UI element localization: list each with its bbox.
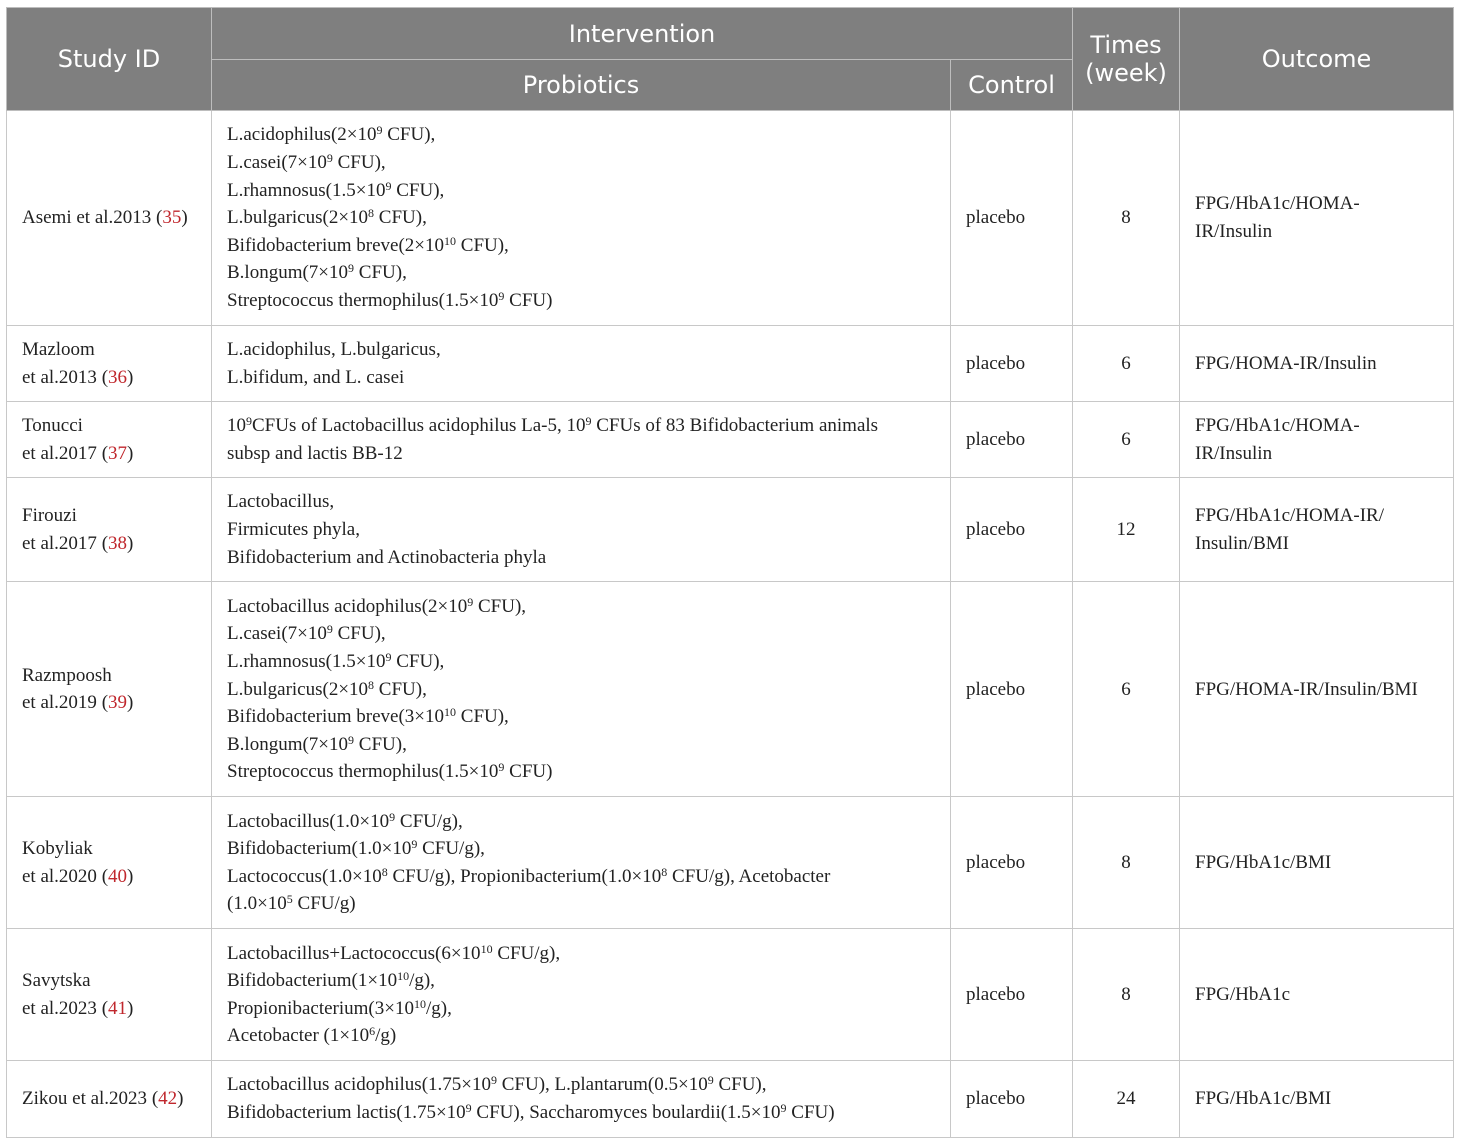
outcome-cell [1180, 929, 1454, 1061]
outcome-text: FPG/HbA1c/BMI [1195, 1088, 1332, 1110]
header-intervention: Intervention [212, 8, 1073, 60]
study-id-text: Firouzi [22, 505, 77, 527]
header-times-line1: Times [1090, 31, 1162, 59]
control-cell: placebo [951, 326, 1073, 402]
outcome-cell [1180, 797, 1454, 929]
table-row [7, 111, 1454, 326]
reference-link[interactable]: 36 [108, 366, 128, 388]
table-row [7, 326, 1454, 402]
study-id-cell: Mazloom et al.2013 (36) [7, 326, 212, 402]
outcome-cell [1180, 402, 1454, 478]
table-row [7, 929, 1454, 1061]
control-cell: placebo [951, 478, 1073, 582]
study-id-text: Savytska [22, 970, 91, 992]
study-id-text: et al.2019 [22, 692, 102, 714]
weeks-cell: 6 [1073, 326, 1180, 402]
study-id-text: Tonucci [22, 415, 83, 437]
probiotics-cell: $Lactobacillus(1.0\times 10^9$ CFU/g), $Bifidobacterium(1.0\times 10^9$ CFU/g), $Lactococcus(1.0\times 10^8$ CFU/g), $Propionibacterium(1.0\times 10^8$ CFU/g), Acetobacter ($1.0\times 10^5$ CFU/g) [212, 797, 951, 929]
outcome-text: FPG/HOMA-IR/Insulin/BMI [1195, 678, 1418, 700]
study-id-text: et al.2017 [22, 532, 102, 554]
header-outcome: Outcome [1180, 8, 1454, 111]
outcome-text: IR/Insulin [1195, 221, 1273, 242]
weeks-cell: 6 [1073, 402, 1180, 478]
probiotics-cell: L.acidophilus, L.bulgaricus, L.bifidum, and L. casei [212, 326, 951, 402]
study-id-text: Asemi et al.2013 [22, 207, 157, 229]
control-cell: placebo [951, 1061, 1073, 1137]
study-id-text: Kobyliak [22, 838, 93, 860]
reference-link[interactable]: 39 [108, 692, 128, 714]
study-id-cell: Firouzi et al.2017 (38) [7, 478, 212, 582]
reference-link[interactable]: 40 [108, 865, 128, 887]
header-study-id: Study ID [7, 8, 212, 111]
study-id-text: Zikou et al.2023 [22, 1088, 152, 1110]
outcome-text: FPG/HbA1c/HOMA- [1195, 193, 1360, 215]
probiotics-cell: $Lactobacillus+Lactococcus(6\times 10^{10}$ CFU/g), $Bifidobacterium(1\times 10^{10}/g)$, $Propionibacterium(3\times 10^{10}/g)$, Acetobacter $(1\times 10^6/g)$ [212, 929, 951, 1061]
reference-link[interactable]: 42 [158, 1088, 178, 1110]
control-cell: placebo [951, 582, 1073, 797]
study-id-cell: Razmpoosh et al.2019 (39) [7, 582, 212, 797]
outcome-text: FPG/HbA1c [1195, 984, 1291, 1006]
probiotics-cell: $L.acidophilus(2\times 10^9$ CFU), $L.casei(7\times 10^9$ CFU), $L.rhamnosus(1.5\times 10^9$ CFU), $L.bulgaricus(2\times 10^8$ CFU), Bifidobacterium $breve(2\times 10^{10}$ CFU), $B.longum(7\times 10^9$ CFU), Streptococcus $thermophilus(1.5\times 10^9$ CFU) [212, 111, 951, 326]
weeks-cell: 8 [1073, 797, 1180, 929]
study-id-text: et al.2013 [22, 366, 102, 388]
outcome-cell [1180, 111, 1454, 326]
weeks-cell: 24 [1073, 1061, 1180, 1137]
control-cell: placebo [951, 797, 1073, 929]
probiotics-cell: Lactobacillus, Firmicutes phyla, Bifidobacterium and Actinobacteria phyla [212, 478, 951, 582]
header-control: Control [951, 60, 1073, 111]
study-id-cell: Tonucci et al.2017 (37) [7, 402, 212, 478]
study-id-text: Mazloom [22, 339, 95, 360]
weeks-cell: 8 [1073, 929, 1180, 1061]
header-times [1073, 8, 1180, 111]
reference-link[interactable]: 41 [108, 997, 128, 1019]
study-id-cell: Asemi et al.2013 (35) [7, 111, 212, 326]
table-row [7, 478, 1454, 582]
probiotics-cell: Lactobacillus $acidophilus(2\times 10^9$ CFU), $L.casei(7\times 10^9$ CFU), $L.rhamnosus(1.5\times 10^9$ CFU), $L.bulgaricus(2\times 10^8$ CFU), Bifidobacterium $breve(3\times 10^{10}$ CFU), $B.longum(7\times 10^9$ CFU), Streptococcus $thermophilus(1.5\times 10^9$ CFU) [212, 582, 951, 797]
header-probiotics: Probiotics [212, 60, 951, 111]
reference-link[interactable]: 37 [108, 442, 128, 464]
study-id-text: et al.2020 [22, 865, 102, 887]
outcome-text: Insulin/BMI [1195, 532, 1289, 554]
outcome-cell [1180, 1061, 1454, 1137]
probiotics-cell: $10^9CFUs$ of Lactobacillus acidophilus La-5, $10^9$ CFUs of 83 Bifidobacterium animals subsp and lactis BB-12 [212, 402, 951, 478]
reference-link[interactable]: 38 [108, 532, 128, 554]
study-id-cell: Savytska et al.2023 (41) [7, 929, 212, 1061]
outcome-text: FPG/HbA1c/HOMA- [1195, 415, 1360, 437]
outcome-cell [1180, 478, 1454, 582]
studies-table [6, 7, 1454, 1138]
header-times-line2: (week) [1085, 59, 1167, 87]
table-body [7, 111, 1454, 1138]
probiotics-cell: Lactobacillus $acidophilus(1.75\times 10^9$ CFU), $L.plantarum(0.5\times 10^9$ CFU), Bifidobacterium $lactis(1.75\times 10^9$ CFU), Saccharomyces $boulardii(1.5\times 10^9$ CFU) [212, 1061, 951, 1137]
study-id-cell: Kobyliak et al.2020 (40) [7, 797, 212, 929]
reference-link[interactable]: 35 [162, 207, 182, 229]
table-row [7, 797, 1454, 929]
weeks-cell: 12 [1073, 478, 1180, 582]
outcome-text: IR/Insulin [1195, 442, 1273, 464]
study-id-text: et al.2017 [22, 442, 102, 464]
outcome-text: FPG/HbA1c/HOMA-IR/ [1195, 505, 1384, 527]
weeks-cell: 8 [1073, 111, 1180, 326]
control-cell: placebo [951, 402, 1073, 478]
table-row [7, 582, 1454, 797]
weeks-cell: 6 [1073, 582, 1180, 797]
study-id-text: et al.2023 [22, 997, 102, 1019]
control-cell: placebo [951, 929, 1073, 1061]
table-row [7, 1061, 1454, 1137]
outcome-cell [1180, 326, 1454, 402]
outcome-text: FPG/HOMA-IR/Insulin [1195, 352, 1377, 374]
study-id-cell: Zikou et al.2023 (42) [7, 1061, 212, 1137]
outcome-text: FPG/HbA1c/BMI [1195, 852, 1332, 874]
table-row [7, 402, 1454, 478]
study-id-text: Razmpoosh [22, 664, 112, 686]
outcome-cell [1180, 582, 1454, 797]
control-cell: placebo [951, 111, 1073, 326]
